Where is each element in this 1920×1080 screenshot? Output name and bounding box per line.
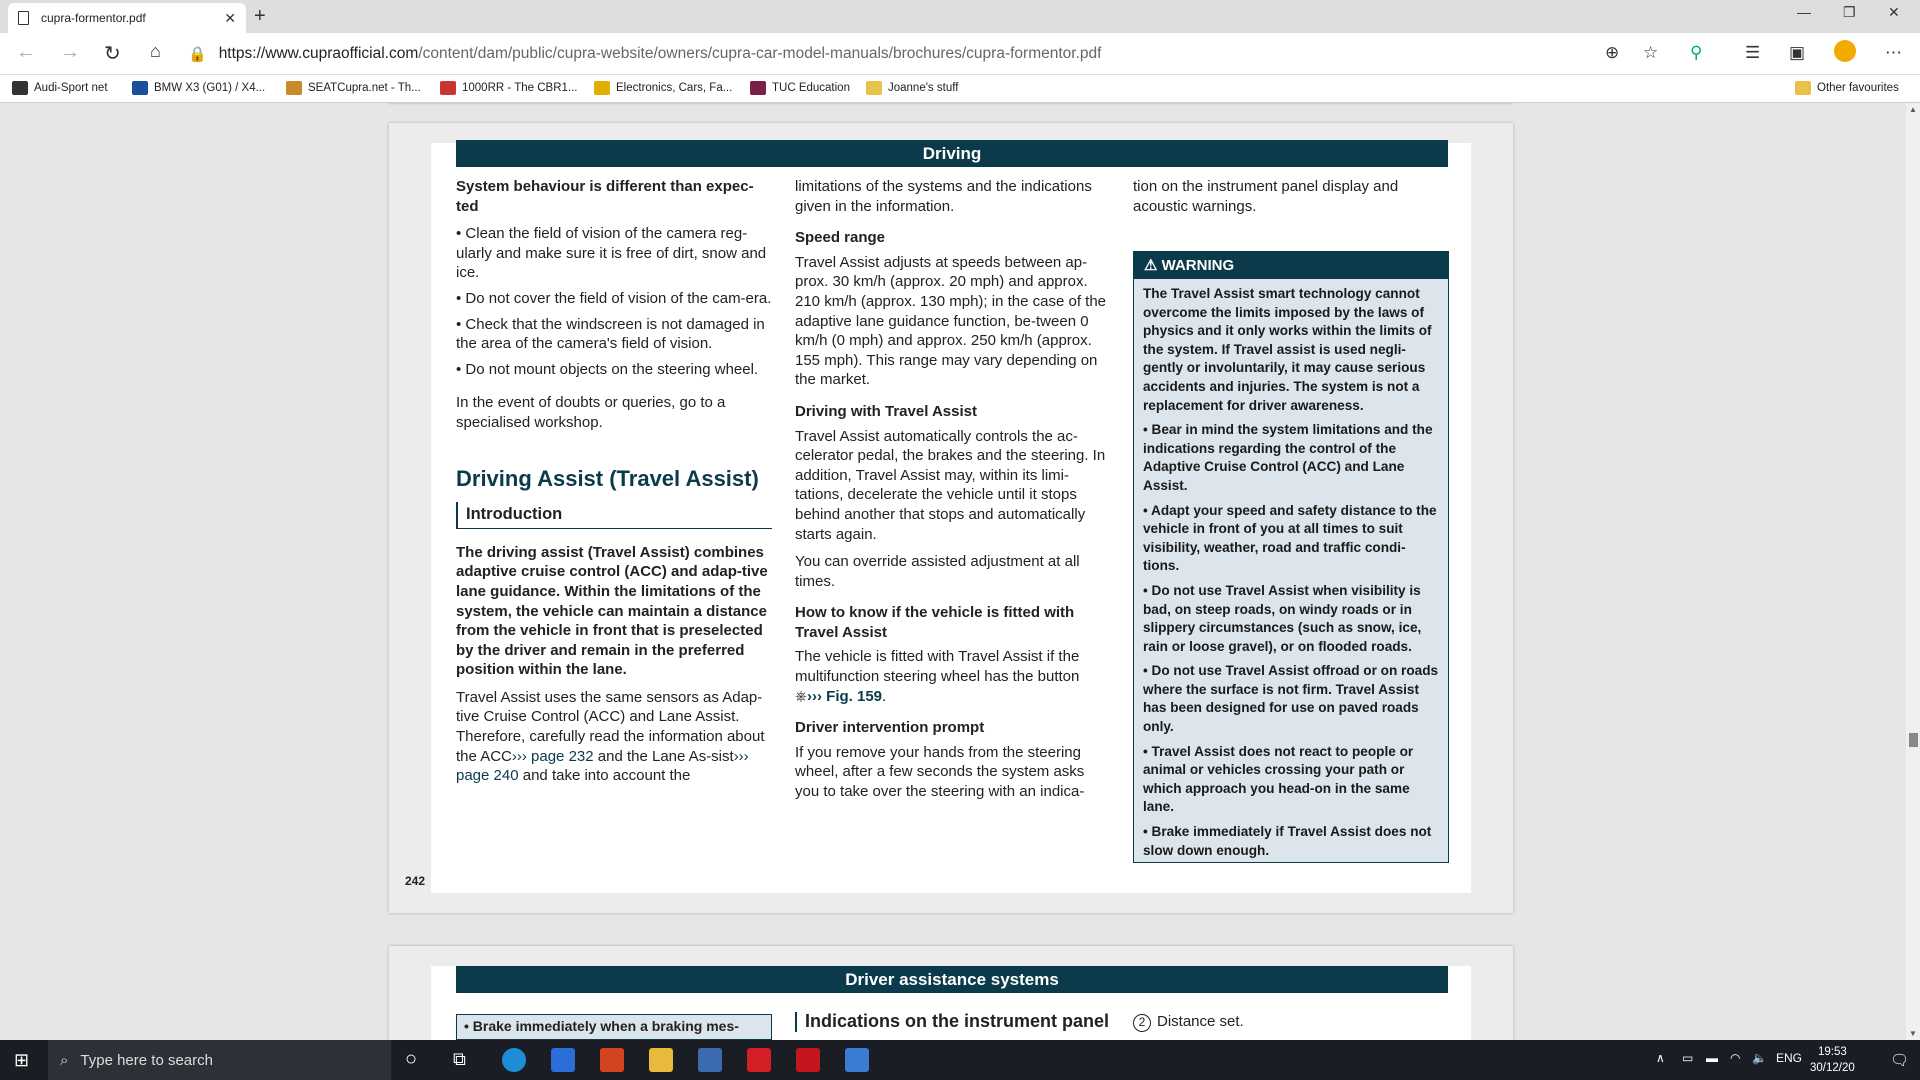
column-2 bbox=[795, 177, 1111, 810]
calculator-icon[interactable] bbox=[698, 1048, 722, 1072]
heading-driver-intervention: Driver intervention prompt bbox=[795, 719, 985, 737]
clock[interactable] bbox=[1810, 1044, 1855, 1076]
tab-title: cupra-formentor.pdf bbox=[41, 11, 146, 25]
bookmark-label: 1000RR - The CBR1... bbox=[462, 82, 578, 94]
bmw-icon bbox=[132, 81, 148, 95]
windows-start-icon[interactable]: ⊞ bbox=[14, 1050, 30, 1070]
wifi-icon[interactable]: ◠ bbox=[1730, 1051, 1741, 1065]
text-span: and the Lane As-sist bbox=[593, 747, 734, 765]
back-icon[interactable]: ← bbox=[16, 41, 36, 63]
restore-icon[interactable]: ❐ bbox=[1843, 4, 1856, 20]
warning-header bbox=[1134, 252, 1448, 279]
acrobat-icon[interactable] bbox=[796, 1048, 820, 1072]
heading-system-behaviour: System behaviour is different than expec-ted bbox=[456, 178, 754, 215]
more-menu-icon[interactable]: ⋯ bbox=[1885, 43, 1902, 62]
page-section-header: Driver assistance systems bbox=[456, 966, 1448, 993]
text-span: The vehicle is fitted with Travel Assist if the multifunction steering wheel has the button bbox=[795, 648, 1080, 686]
favorites-icon[interactable]: ☰ bbox=[1745, 43, 1761, 62]
doubts-text: In the event of doubts or queries, go to a specialised workshop. bbox=[456, 394, 726, 431]
notifications-icon[interactable]: 🗨 bbox=[1890, 1052, 1910, 1069]
clock-date: 30/12/20 bbox=[1810, 1062, 1855, 1074]
file-explorer-icon[interactable] bbox=[649, 1048, 673, 1072]
sensors-text bbox=[456, 688, 772, 786]
cortana-icon[interactable]: ○ bbox=[405, 1048, 418, 1070]
bullet-item: • Do not mount objects on the steering wheel. bbox=[456, 360, 759, 378]
bullet-item: • Do not cover the field of vision of the cam-era. bbox=[456, 289, 772, 307]
powerpoint-icon[interactable] bbox=[600, 1048, 624, 1072]
edge-icon[interactable] bbox=[502, 1048, 526, 1072]
warning-paragraph: • Brake immediately if Travel Assist does not slow down enough. bbox=[1143, 824, 1432, 858]
language-indicator[interactable]: ENG bbox=[1776, 1051, 1803, 1065]
section-title: Driving Assist (Travel Assist) bbox=[456, 465, 759, 491]
column-1 bbox=[456, 177, 772, 794]
url-host: https://www.cupraofficial.com bbox=[218, 45, 419, 62]
bookmark-item[interactable] bbox=[594, 81, 732, 95]
bookmark-folder[interactable] bbox=[866, 81, 958, 95]
bookmark-label: Other favourites bbox=[1817, 82, 1899, 94]
warning-paragraph: • Do not use Travel Assist offroad or on roads where the surface is not firm. Travel Assist has been designed for use on paved roads only. bbox=[1143, 663, 1439, 735]
pdf-page-next bbox=[389, 946, 1513, 1040]
warning-title: WARNING bbox=[1161, 257, 1235, 274]
lock-icon: 🔒 bbox=[188, 46, 207, 63]
battery-icon[interactable]: ▬ bbox=[1706, 1051, 1718, 1065]
search-icon: ⌕ bbox=[60, 1051, 69, 1069]
link-page-232[interactable]: ››› page 232 bbox=[511, 747, 594, 765]
url-path: /content/dam/public/cupra-website/owners/cupra-car-model-manuals/brochures/cupra-formentor.pdf bbox=[418, 45, 1102, 62]
link-page-240[interactable]: ››› page 240 bbox=[456, 747, 749, 785]
folder-icon bbox=[1795, 81, 1811, 95]
address-bar bbox=[0, 33, 1920, 75]
warning-box bbox=[1133, 251, 1449, 863]
prompt-text: If you remove your hands from the steering wheel, after a few seconds the system asks you to take over the steering with an indica- bbox=[795, 743, 1085, 801]
warning-paragraph: • Travel Assist does not react to people or animal or vehicles crossing your path or which approach you head-on in the same lane. bbox=[1143, 743, 1414, 815]
seat-icon bbox=[286, 81, 302, 95]
profile-avatar[interactable] bbox=[1834, 40, 1856, 62]
favorite-star-icon[interactable]: ☆ bbox=[1643, 43, 1659, 62]
bookmark-item[interactable] bbox=[440, 81, 577, 95]
warning-box-partial: • Brake immediately when a braking mes- bbox=[456, 1014, 772, 1040]
warning-paragraph: • Do not use Travel Assist when visibility is bad, on steep roads, on windy roads or in slippery circumstances (such as snow, ice, rain or loose gravel), or on flooded roads. bbox=[1143, 582, 1422, 654]
bookmark-item[interactable] bbox=[12, 81, 108, 95]
legend-text: Distance set. bbox=[1157, 1013, 1244, 1030]
tray-app-icon[interactable]: ▭ bbox=[1682, 1051, 1694, 1065]
driving-text: Travel Assist automatically controls the ac-celerator pedal, the brakes and the steering. In addition, Travel Assist may, within its limi-tations, decelerate the vehicle until it stops behind another that stops and automatically starts again. bbox=[795, 427, 1106, 543]
close-tab-icon[interactable]: ✕ bbox=[224, 9, 236, 26]
heading-indications: Indications on the instrument panel bbox=[795, 1012, 1111, 1032]
shopping-bag-icon bbox=[594, 81, 610, 95]
page-section-header: Driving bbox=[456, 140, 1448, 167]
legend-item bbox=[1133, 1012, 1449, 1032]
task-view-icon[interactable]: ⧉ bbox=[453, 1049, 466, 1069]
extension-pin-icon[interactable]: ⚲ bbox=[1690, 43, 1703, 62]
tuc-icon bbox=[750, 81, 766, 95]
bookmark-label: BMW X3 (G01) / X4... bbox=[154, 82, 266, 94]
legend-number: 2 bbox=[1133, 1014, 1151, 1032]
heading-driving-with-travel-assist: Driving with Travel Assist bbox=[795, 402, 977, 420]
document-icon bbox=[18, 11, 29, 25]
warning-paragraph: • Adapt your speed and safety distance to the vehicle in front of you at all times to suit visibility, weather, road and traffic condi-tions. bbox=[1143, 502, 1437, 574]
folder-icon bbox=[866, 81, 882, 95]
heading-speed-range: Speed range bbox=[795, 229, 886, 247]
remote-desktop-icon[interactable] bbox=[845, 1048, 869, 1072]
continuation-text: limitations of the systems and the indications given in the information. bbox=[795, 178, 1092, 215]
link-fig-159[interactable]: ››› Fig. 159 bbox=[807, 687, 883, 705]
taskbar-search[interactable] bbox=[48, 1040, 391, 1080]
bookmark-item[interactable] bbox=[750, 81, 850, 95]
speed-range-text: Travel Assist adjusts at speeds between ap-prox. 30 km/h (approx. 20 mph) and approx. 210 km/h (approx. 130 mph); in the case of the adaptive lane guidance function, be-tween 0 km/h (0 mph) and approx. 250 km/h (approx. 155 mph). This range may vary depending on the market. bbox=[795, 253, 1107, 389]
home-icon[interactable]: ⌂ bbox=[150, 41, 161, 61]
bookmark-label: Audi-Sport net bbox=[34, 82, 108, 94]
clock-time: 19:53 bbox=[1817, 1046, 1847, 1058]
scroll-down-icon[interactable]: ▼ bbox=[1909, 1029, 1917, 1038]
close-window-icon[interactable]: ✕ bbox=[1888, 4, 1900, 20]
forward-icon[interactable]: → bbox=[60, 41, 80, 63]
warning-paragraph: • Bear in mind the system limitations and the indications regarding the control of the Adaptive Cruise Control (ACC) and Lane Assist. bbox=[1143, 422, 1433, 493]
fitted-text: The vehicle is fitted with Travel Assist if the multifunction steering wheel has the button ⎈››› Fig. 159. bbox=[795, 648, 1080, 705]
warning-triangle-icon: ⚠ bbox=[1144, 257, 1162, 274]
browser-titlebar bbox=[0, 0, 1920, 33]
pdf-viewer[interactable] bbox=[0, 103, 1920, 1040]
bookmarks-bar bbox=[0, 75, 1920, 103]
text-span: and take into account the bbox=[518, 767, 691, 785]
hrc-icon bbox=[440, 81, 456, 95]
windows-taskbar bbox=[0, 1040, 1920, 1080]
other-favourites-folder[interactable] bbox=[1795, 81, 1899, 95]
bullet-item: • Clean the field of vision of the camera reg-ularly and make sure it is free of dirt, snow and ice. bbox=[456, 225, 767, 282]
minimize-icon[interactable]: — bbox=[1797, 4, 1811, 20]
bookmark-label: SEATCupra.net - Th... bbox=[308, 82, 421, 94]
volume-icon[interactable]: 🔈 bbox=[1752, 1051, 1767, 1065]
zoom-icon[interactable]: ⊕ bbox=[1605, 43, 1620, 62]
bookmark-item[interactable] bbox=[286, 81, 421, 95]
warning-paragraph: The Travel Assist smart technology cannot overcome the limits imposed by the laws of physics and it only works within the limits of the system. If Travel assist is used negli-gently or involuntarily, it may cause serious accidents and injuries. The system is not a replacement for driver awareness. bbox=[1143, 286, 1432, 413]
scroll-thumb[interactable] bbox=[1909, 733, 1918, 747]
collections-icon[interactable]: ▣ bbox=[1789, 43, 1806, 62]
tray-chevron-icon[interactable]: ∧ bbox=[1656, 1051, 1665, 1065]
store-icon[interactable] bbox=[551, 1048, 575, 1072]
url-field[interactable] bbox=[188, 39, 1658, 69]
pdf-page-242 bbox=[389, 123, 1513, 913]
search-placeholder: Type here to search bbox=[80, 1051, 213, 1069]
column-3 bbox=[1133, 177, 1449, 224]
text-span: Travel Assist uses the same sensors as Adap-tive Cruise Control (ACC) and Lane Assist. Therefore, carefully read the information about the ACC bbox=[456, 688, 765, 765]
scroll-up-icon[interactable]: ▲ bbox=[1909, 105, 1917, 114]
subsection-introduction: Introduction bbox=[456, 502, 772, 529]
vertical-scrollbar[interactable] bbox=[1906, 103, 1920, 1040]
bookmark-label: Electronics, Cars, Fa... bbox=[616, 82, 733, 94]
intro-bold-text: The driving assist (Travel Assist) combines adaptive cruise control (ACC) and adap-tive lane guidance. Within the limitations of the system, the vehicle can maintain a distance from the vehicle in front that is preselected by the driver and remain in the preferred position within the lane. bbox=[456, 543, 768, 679]
audi-icon bbox=[12, 81, 28, 95]
bookmark-label: Joanne's stuff bbox=[888, 82, 959, 94]
continuation-text: tion on the instrument panel display and acoustic warnings. bbox=[1133, 178, 1399, 215]
new-tab-icon[interactable]: + bbox=[254, 5, 266, 27]
steering-wheel-button-icon: ⎈ bbox=[795, 687, 808, 705]
bookmark-label: TUC Education bbox=[772, 82, 850, 94]
page-number: 242 bbox=[405, 874, 426, 888]
mail-app-icon[interactable] bbox=[747, 1048, 771, 1072]
warning-body bbox=[1134, 279, 1448, 872]
refresh-icon[interactable]: ↻ bbox=[104, 43, 121, 65]
bullet-item: • Check that the windscreen is not damaged in the area of the camera's field of vision. bbox=[456, 315, 765, 353]
tab-pdf[interactable] bbox=[8, 3, 246, 33]
override-text: You can override assisted adjustment at all times. bbox=[795, 553, 1080, 590]
bookmark-item[interactable] bbox=[132, 81, 265, 95]
heading-fitted: How to know if the vehicle is fitted with Travel Assist bbox=[795, 604, 1075, 641]
